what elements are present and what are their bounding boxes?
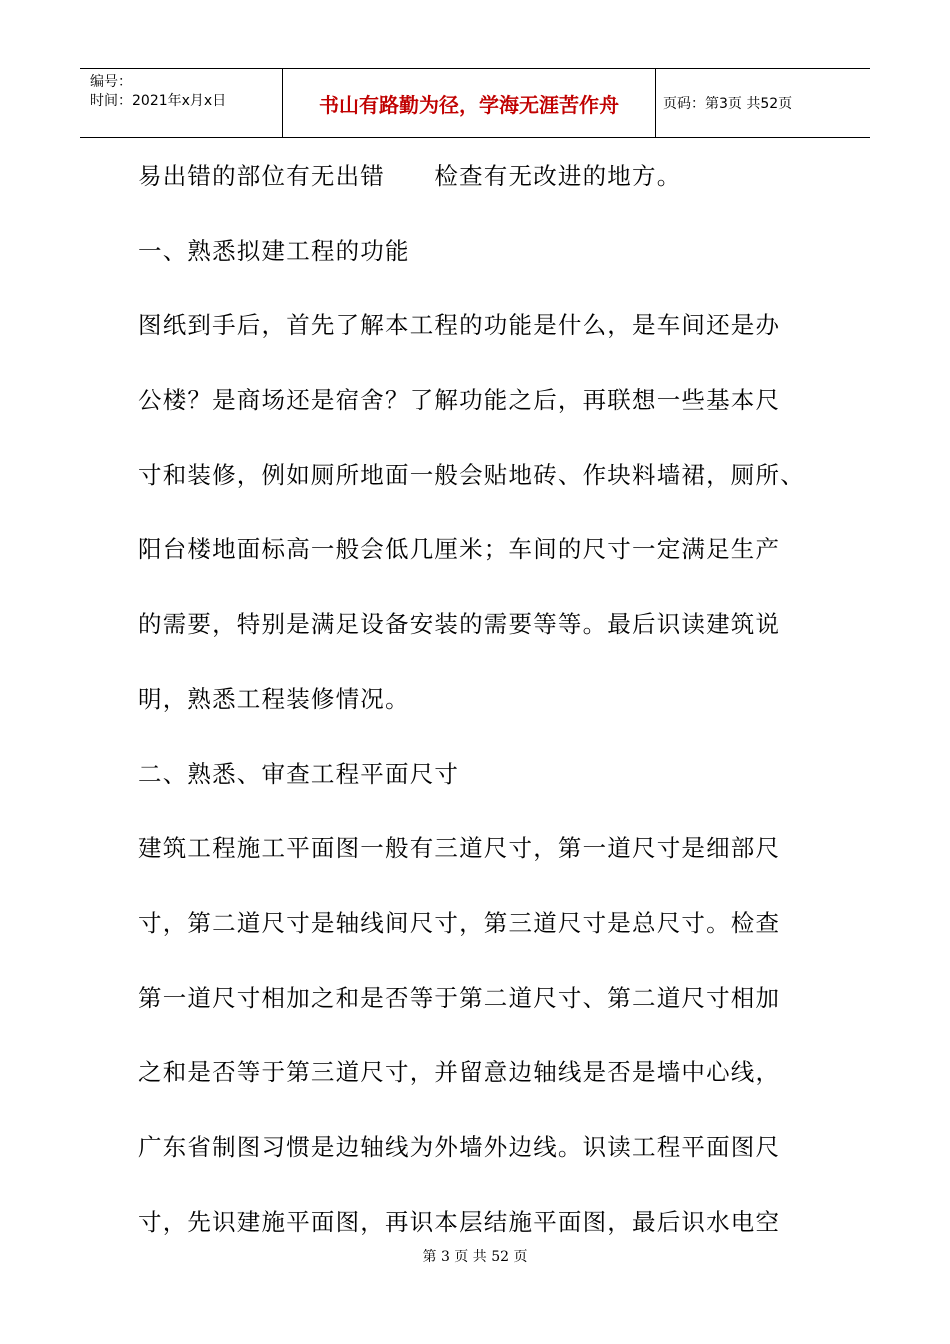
- header-meta: [80, 69, 283, 137]
- body-line: 寸，第二道尺寸是轴线间尺寸，第三道尺寸是总尺寸。检查: [138, 908, 781, 937]
- body-line: 的需要，特别是满足设备安装的需要等等。最后识读建筑说: [138, 610, 781, 639]
- body-line: 图纸到手后，首先了解本工程的功能是什么，是车间还是办: [138, 311, 781, 340]
- number-label: 编号：: [90, 74, 132, 90]
- body-line: 广东省制图习惯是边轴线为外墙外边线。识读工程平面图尺: [138, 1132, 781, 1161]
- body-line: 公楼？是商场还是宿舍？了解功能之后，再联想一些基本尺: [138, 386, 781, 415]
- body-line: 明，熟悉工程装修情况。: [138, 684, 410, 713]
- section-heading: 一、熟悉拟建工程的功能: [138, 236, 410, 265]
- body-line: 之和是否等于第三道尺寸，并留意边轴线是否是墙中心线，: [138, 1058, 781, 1087]
- page-footer: 第 3 页 共 52 页: [422, 1249, 528, 1265]
- body-line: 寸，先识建施平面图，再识本层结施平面图，最后识水电空: [138, 1207, 781, 1236]
- body-line: 易出错的部位有无出错 检查有无改进的地方。: [138, 162, 682, 190]
- document-body: [138, 160, 858, 1280]
- time-label: 时间：2021年x月x日: [90, 93, 227, 109]
- body-line: 建筑工程施工平面图一般有三道尺寸，第一道尺寸是细部尺: [138, 834, 781, 863]
- document-header: [80, 68, 870, 138]
- body-line: 第一道尺寸相加之和是否等于第二道尺寸、第二道尺寸相加: [138, 983, 781, 1012]
- section-heading: 二、熟悉、审查工程平面尺寸: [138, 759, 460, 788]
- header-motto: 书山有路勤为径，学海无涯苦作舟: [283, 69, 656, 137]
- header-page-info: 页码：第3页 共52页: [663, 96, 793, 112]
- body-line: 寸和装修，例如厕所地面一般会贴地砖、作块料墙裙，厕所、: [138, 460, 805, 489]
- body-line: 阳台楼地面标高一般会低几厘米；车间的尺寸一定满足生产: [138, 535, 781, 564]
